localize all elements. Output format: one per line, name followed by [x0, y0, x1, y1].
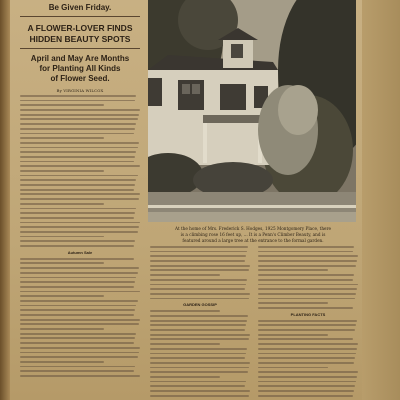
- text-line: [150, 390, 250, 392]
- text-line: [258, 284, 358, 286]
- text-line: [20, 314, 134, 316]
- text-line: [20, 352, 139, 354]
- article-body-text-5: [258, 246, 358, 309]
- text-line: [150, 362, 250, 364]
- text-line: [258, 357, 355, 359]
- subhead-left: Autumn Sale: [67, 249, 93, 255]
- text-line: [150, 367, 249, 369]
- text-line: [258, 395, 353, 397]
- text-line: [258, 288, 357, 290]
- rule: [20, 48, 140, 49]
- text-line: [20, 217, 134, 219]
- text-line: [150, 251, 247, 253]
- headline-line-2: HIDDEN BEAUTY SPOTS: [29, 34, 131, 44]
- text-line: [258, 246, 354, 248]
- caption-line-2: is a climbing rose 16 feet up, ... It is a Penn's Climber Beauty, and is: [180, 232, 326, 237]
- text-line: [20, 128, 135, 130]
- text-line: [20, 231, 138, 233]
- text-line: [20, 175, 138, 177]
- text-line: [258, 320, 357, 322]
- text-line: [20, 151, 136, 153]
- text-line: [20, 267, 139, 269]
- text-line: [20, 262, 104, 264]
- deck-line-3: of Flower Seed.: [50, 74, 110, 83]
- text-line: [20, 309, 135, 311]
- text-line: [150, 343, 220, 345]
- article-column-middle: [150, 244, 250, 400]
- text-line: [20, 286, 134, 288]
- kicker-line: Be Given Friday.: [48, 3, 112, 12]
- text-line: [20, 95, 136, 97]
- text-line: [258, 269, 328, 271]
- text-line: [150, 260, 245, 262]
- text-line: [20, 104, 104, 106]
- house-photo-image: [148, 0, 356, 222]
- text-line: [150, 265, 250, 267]
- text-line: [20, 295, 104, 297]
- text-line: [150, 255, 246, 257]
- text-line: [20, 226, 139, 228]
- photo-caption: [150, 226, 356, 244]
- caption-line-3: featured around a large tree at the entrance to the formal garden.: [182, 238, 324, 243]
- text-line: [20, 347, 140, 349]
- caption-line-1: At the home of Mrs. Frederick S. Hodges, 1925 Montgomery Place, there: [175, 226, 331, 231]
- text-line: [20, 337, 135, 339]
- subhead-middle: GARDEN GOSSIP: [183, 302, 217, 308]
- text-line: [150, 376, 220, 378]
- text-line: [150, 246, 248, 248]
- text-line: [20, 161, 134, 163]
- text-line: [20, 240, 135, 242]
- text-line: [20, 333, 136, 335]
- page-margin-right: [362, 0, 400, 400]
- text-line: [150, 353, 246, 355]
- text-line: [258, 367, 328, 369]
- text-line: [20, 245, 134, 247]
- house-photo: [148, 0, 356, 222]
- text-line: [150, 348, 247, 350]
- text-line: [20, 222, 140, 224]
- text-line: [150, 338, 249, 340]
- text-line: [20, 236, 104, 238]
- text-line: [20, 114, 139, 116]
- text-line: [150, 298, 249, 300]
- text-line: [20, 305, 136, 307]
- text-line: [20, 258, 134, 260]
- text-line: [20, 184, 135, 186]
- text-line: [20, 366, 135, 368]
- text-line: [20, 170, 104, 172]
- text-line: [258, 251, 353, 253]
- text-line: [20, 142, 139, 144]
- text-line: [20, 328, 104, 330]
- text-line: [150, 284, 246, 286]
- article-body-text-2: [20, 258, 140, 377]
- text-line: [258, 329, 355, 331]
- text-line: [150, 274, 220, 276]
- deck-line-2: for Planting All Kinds: [39, 64, 121, 73]
- text-line: [258, 390, 354, 392]
- text-line: [258, 265, 356, 267]
- text-line: [150, 269, 249, 271]
- text-line: [20, 100, 135, 102]
- text-line: [258, 343, 358, 345]
- text-line: [258, 279, 353, 281]
- text-line: [150, 395, 249, 397]
- text-line: [258, 324, 356, 326]
- text-line: [258, 338, 353, 340]
- text-line: [20, 147, 138, 149]
- text-line: [150, 324, 246, 326]
- text-line: [20, 375, 140, 377]
- text-line: [20, 272, 138, 274]
- byline: By VIRGINIA WILCOX: [56, 88, 104, 93]
- article-body-text-6: [258, 320, 358, 397]
- text-line: [258, 293, 356, 295]
- text-line: [20, 137, 104, 139]
- text-line: [20, 356, 138, 358]
- text-line: [20, 281, 135, 283]
- text-line: [150, 293, 250, 295]
- text-line: [20, 277, 136, 279]
- page-edge-shadow: [0, 0, 10, 400]
- deck: [20, 54, 140, 84]
- article-body-text-1: [20, 95, 140, 247]
- text-line: [150, 288, 245, 290]
- text-line: [150, 320, 247, 322]
- text-line: [150, 315, 248, 317]
- text-line: [20, 342, 134, 344]
- text-line: [258, 376, 357, 378]
- text-line: [150, 329, 245, 331]
- text-line: [20, 323, 139, 325]
- headline-line-1: A FLOWER-LOVER FINDS: [27, 23, 133, 33]
- text-line: [20, 156, 135, 158]
- text-line: [150, 279, 247, 281]
- article-column-left: [20, 0, 140, 400]
- text-line: [258, 274, 354, 276]
- text-line: [150, 381, 246, 383]
- text-line: [150, 371, 248, 373]
- text-line: [150, 310, 220, 312]
- text-line: [20, 208, 136, 210]
- article-body-text-3: [150, 246, 250, 299]
- subhead-right: PLANTING FACTS: [290, 311, 326, 317]
- text-line: [20, 212, 135, 214]
- text-line: [258, 381, 356, 383]
- text-line: [258, 307, 353, 309]
- text-line: [258, 260, 357, 262]
- headline: [20, 23, 140, 45]
- text-line: [20, 193, 140, 195]
- text-line: [150, 385, 245, 387]
- text-line: [20, 370, 134, 372]
- text-line: [258, 298, 355, 300]
- text-line: [20, 189, 134, 191]
- text-line: [258, 362, 354, 364]
- text-line: [20, 109, 140, 111]
- text-line: [258, 255, 358, 257]
- text-line: [20, 361, 104, 363]
- text-line: [20, 165, 140, 167]
- text-line: [20, 198, 139, 200]
- text-line: [20, 300, 138, 302]
- text-line: [258, 385, 355, 387]
- text-line: [258, 334, 328, 336]
- article-column-right: [258, 244, 358, 400]
- rule: [20, 16, 140, 17]
- text-line: [20, 291, 140, 293]
- article-body-text-4: [150, 310, 250, 396]
- text-line: [150, 334, 250, 336]
- text-line: [20, 133, 134, 135]
- text-line: [258, 302, 328, 304]
- text-line: [150, 357, 245, 359]
- text-line: [258, 353, 356, 355]
- text-line: [20, 118, 138, 120]
- text-line: [258, 348, 357, 350]
- text-line: [258, 371, 358, 373]
- text-line: [20, 179, 136, 181]
- text-line: [20, 123, 136, 125]
- text-line: [20, 203, 104, 205]
- text-line: [20, 319, 140, 321]
- deck-line-1: April and May Are Months: [30, 54, 130, 63]
